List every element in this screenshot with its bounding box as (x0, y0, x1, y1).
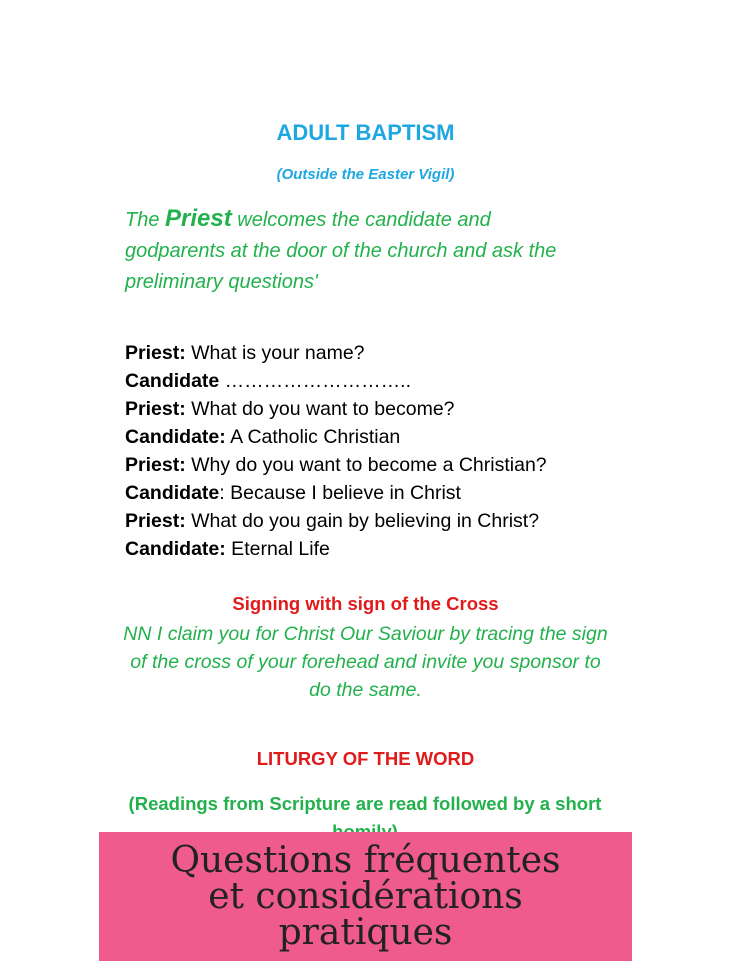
dialogue-line (125, 423, 625, 451)
dialogue-text: A Catholic Christian (225, 426, 401, 448)
dialogue-speaker: Candidate (125, 370, 220, 392)
signing-heading: Signing with sign of the Cross (232, 593, 499, 614)
dialogue-speaker: Candidate: (125, 426, 226, 448)
dialogue-block (125, 339, 625, 563)
liturgy-heading: LITURGY OF THE WORD (256, 748, 475, 769)
dialogue-line (125, 535, 625, 563)
faq-banner-text: Questions fréquentes et considérations pratiques (170, 839, 561, 953)
dialogue-speaker: Priest: (125, 510, 186, 532)
dialogue-text: What do you gain by believing in Christ? (185, 510, 540, 532)
dialogue-text: What is your name? (185, 342, 365, 364)
dialogue-line (125, 479, 625, 507)
dialogue-line (125, 367, 625, 395)
document-title: ADULT BAPTISM (276, 120, 455, 145)
dialogue-speaker: Priest: (125, 454, 186, 476)
faq-banner[interactable] (99, 832, 632, 961)
dialogue-text: What do you want to become? (185, 398, 455, 420)
dialogue-line (125, 395, 625, 423)
dialogue-text: : Because I believe in Christ (219, 482, 461, 504)
dialogue-line (125, 451, 625, 479)
intro-priest-emphasis: Priest (165, 205, 232, 232)
intro-paragraph (125, 203, 595, 298)
dialogue-speaker: Priest: (125, 342, 186, 364)
intro-prefix: The (125, 209, 166, 231)
dialogue-line (125, 507, 625, 535)
dialogue-text: Eternal Life (225, 538, 330, 560)
dialogue-line (125, 339, 625, 367)
intro-rest: welcomes the candidate and godparents at the door of the church and ask the preliminary questions' (125, 209, 557, 293)
document-subtitle: (Outside the Easter Vigil) (276, 166, 455, 183)
dialogue-text: ……………………….. (219, 370, 412, 392)
liturgy-note: (Readings from Scripture are read followed by a short (128, 793, 602, 814)
dialogue-speaker: Candidate: (125, 538, 226, 560)
dialogue-text: Why do you want to become a Christian? (185, 454, 547, 476)
dialogue-speaker: Candidate (125, 482, 220, 504)
signing-text: NN I claim you for Christ Our Saviour by tracing the sign of the cross of your forehead and invite you sponsor to do the same. (123, 623, 608, 701)
dialogue-speaker: Priest: (125, 398, 186, 420)
